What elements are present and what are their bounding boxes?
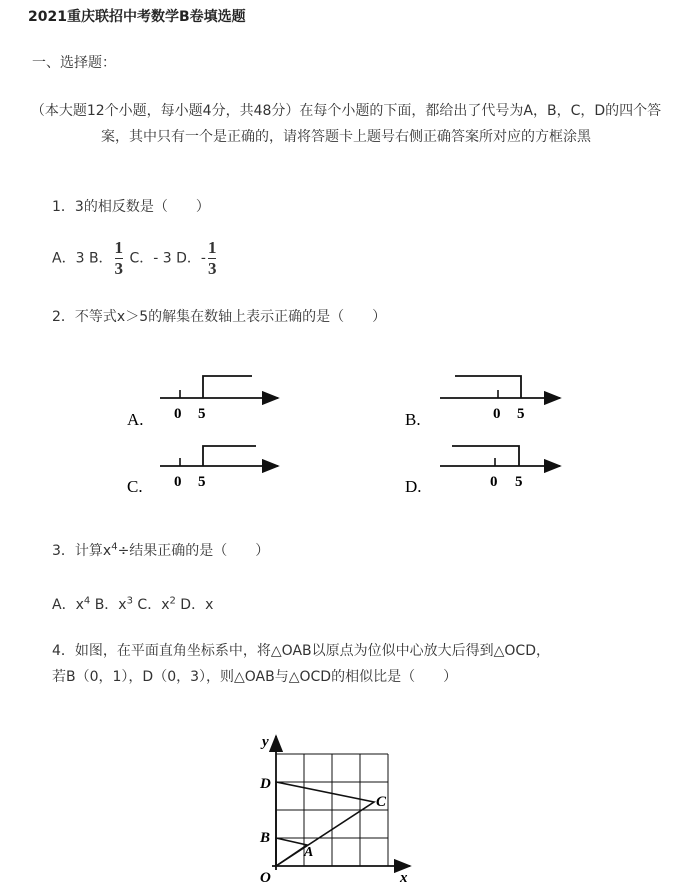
q3-option-b: B．x: [90, 597, 127, 613]
grid: [276, 754, 388, 866]
question-4-coordinate-figure: [250, 730, 420, 892]
tick-label-0: 0: [490, 474, 498, 490]
label-b: B: [260, 830, 271, 846]
fraction-numerator: 1: [207, 238, 217, 257]
number-line-d: [405, 446, 560, 496]
question-3-options: [52, 594, 213, 614]
question-4-line-2: 若B（0，1），D（0，3），则△OAB与△OCD的相似比是（ ）: [52, 669, 458, 685]
tick-label-0: 0: [174, 474, 182, 490]
q1-option-d-fraction: [208, 238, 217, 279]
label-y: y: [262, 734, 269, 750]
fraction-denominator: 3: [114, 259, 124, 278]
q3-option-a-exponent: 4: [83, 595, 91, 607]
triangle-ocd: [276, 782, 374, 866]
solution-bracket: [455, 376, 521, 398]
number-line-c: [127, 446, 278, 496]
q3-option-b-exponent: 3: [126, 595, 133, 607]
number-line-a: [127, 376, 278, 429]
label-x: x: [400, 870, 408, 886]
question-2-number-lines: [0, 360, 692, 510]
tick-label-0: 0: [493, 406, 501, 422]
fraction-numerator: 1: [114, 238, 124, 257]
label-d: D: [260, 776, 271, 792]
question-2-stem: 2．不等式x＞5的解集在数轴上表示正确的是（ ）: [52, 309, 387, 325]
question-3-stem: [52, 540, 269, 560]
label-a: A: [304, 845, 314, 860]
q3-option-c-exponent: 2: [169, 595, 176, 607]
tick-label-5: 5: [198, 406, 206, 422]
solution-bracket: [203, 376, 252, 398]
tick-label-5: 5: [517, 406, 525, 422]
label-c: C: [376, 794, 387, 810]
question-4-line-1: 4．如图，在平面直角坐标系中，将△OAB以原点为位似中心放大后得到△OCD，: [52, 643, 550, 659]
section-instructions: （本大题12个小题，每小题4分，共48分）在每个小题的下面，都给出了代号为A，B，C，D的四个答案，其中只有一个是正确的，请将答题卡上题号右侧正确答案所对应的方框涂黑: [30, 103, 662, 145]
question-1-stem: 1．3的相反数是（ ）: [52, 199, 210, 215]
solution-bracket: [203, 446, 256, 466]
q3-option-c: C．x: [132, 597, 170, 613]
tick-label-5: 5: [198, 474, 206, 490]
q1-option-c: C．- 3: [129, 250, 172, 267]
page-title: 2021重庆联招中考数学B卷填选题: [28, 9, 246, 25]
number-line-b: [405, 376, 560, 429]
q1-option-d: D．-: [176, 250, 206, 267]
q1-option-b: B．: [88, 250, 113, 267]
figure-letter: B.: [405, 410, 421, 429]
tick-label-0: 0: [174, 406, 182, 422]
q3-option-d: D．x: [175, 597, 214, 613]
q3-stem-suffix: ÷结果正确的是（ ）: [117, 543, 270, 559]
q3-option-a: A．x: [52, 597, 84, 613]
q3-stem-prefix: 3．计算x: [52, 543, 112, 559]
solution-bracket: [452, 446, 519, 466]
figure-letter: C.: [127, 477, 143, 496]
triangle-oab: [276, 838, 307, 866]
q1-option-b-fraction: [115, 238, 124, 279]
question-1-options: [52, 238, 218, 279]
figure-letter: D.: [405, 477, 422, 496]
section-heading: 一、选择题：: [32, 55, 116, 71]
tick-label-5: 5: [515, 474, 523, 490]
figure-letter: A.: [127, 410, 144, 429]
fraction-denominator: 3: [207, 259, 217, 278]
label-o: O: [260, 870, 271, 886]
q3-stem-exponent: 4: [111, 541, 118, 553]
q1-option-a: A．3: [52, 250, 85, 267]
